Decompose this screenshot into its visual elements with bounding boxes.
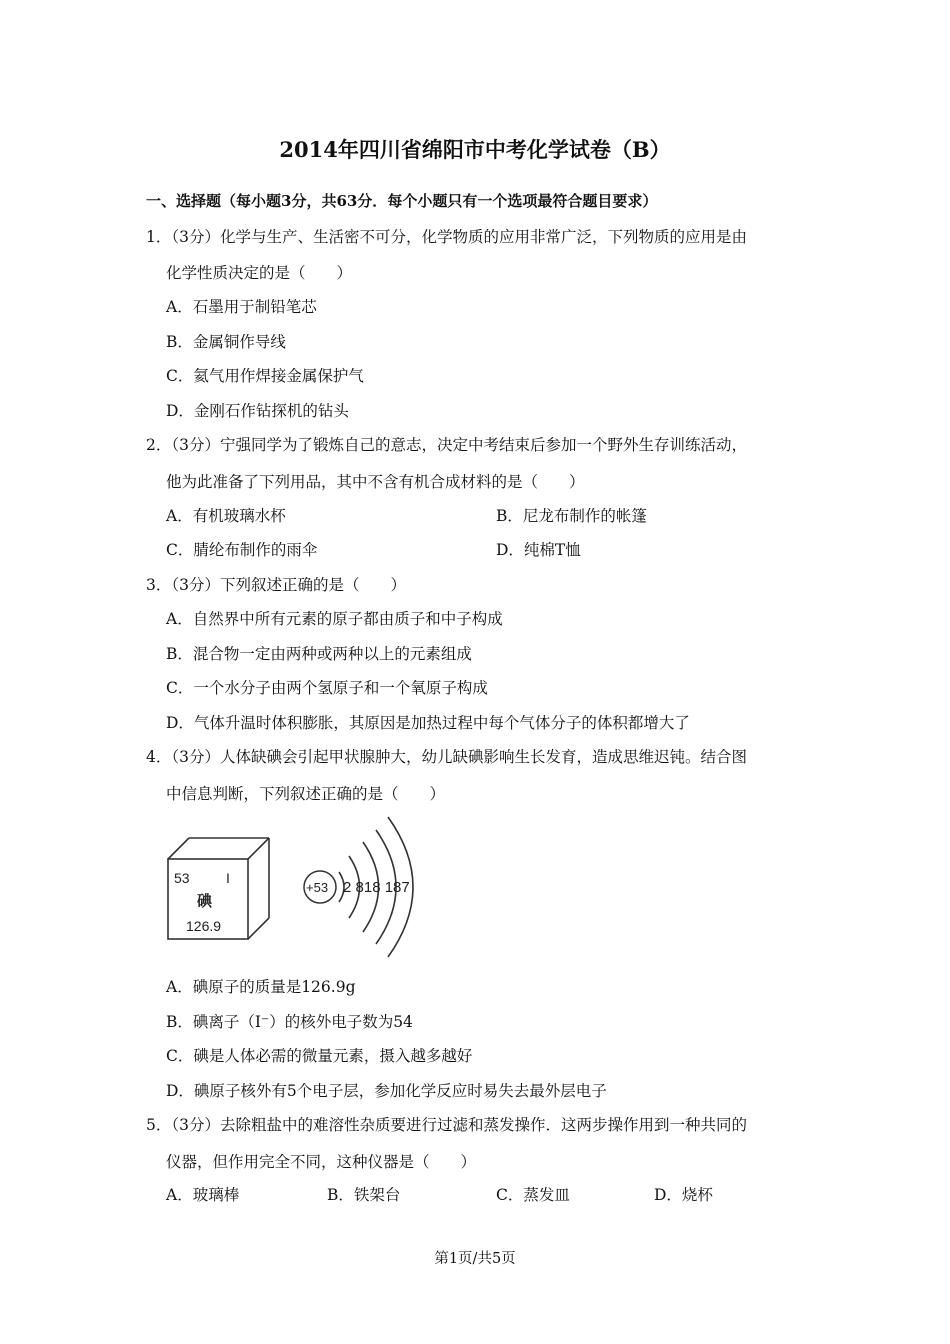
- question-2-option-a: A．有机玻璃水杯: [166, 507, 286, 525]
- question-3-option-a: A．自然界中所有元素的原子都由质子和中子构成: [166, 610, 503, 628]
- question-4-option-d: D．碘原子核外有5个电子层，参加化学反应时易失去最外层电子: [166, 1082, 607, 1100]
- question-3-option-d: D．气体升温时体积膨胀，其原因是加热过程中每个气体分子的体积都增大了: [166, 714, 690, 732]
- question-2-option-d: D．纯棉T恤: [496, 541, 581, 559]
- question-5-option-d: D．烧杯: [654, 1186, 713, 1204]
- question-4-option-b: B．碘离子（I⁻）的核外电子数为54: [166, 1013, 413, 1031]
- iodine-figure: [160, 812, 430, 962]
- question-1-option-b: B．金属铜作导线: [166, 333, 286, 351]
- question-1-stem: 1．（3分）化学与生产、生活密不可分，化学物质的应用非常广泛，下列物质的应用是由: [146, 228, 747, 246]
- element-name: 碘: [197, 893, 213, 910]
- page-footer: 第1页/共5页: [434, 1251, 516, 1267]
- question-5-stem-cont: 仪器，但作用完全不同，这种仪器是（ ）: [166, 1153, 477, 1171]
- question-3-option-b: B．混合物一定由两种或两种以上的元素组成: [166, 645, 472, 663]
- question-1-option-d: D．金刚石作钻探机的钻头: [166, 402, 349, 420]
- section-heading: 一、选择题（每小题3分，共63分．每个小题只有一个选项最符合题目要求）: [146, 192, 658, 210]
- question-5-stem: 5．（3分）去除粗盐中的难溶性杂质要进行过滤和蒸发操作．这两步操作用到一种共同的: [146, 1116, 747, 1134]
- question-4-option-a: A．碘原子的质量是126.9g: [166, 978, 356, 996]
- question-2-option-b: B．尼龙布制作的帐篷: [496, 507, 647, 525]
- question-1-stem-cont: 化学性质决定的是（ ）: [166, 264, 353, 282]
- question-5-option-c: C．蒸发皿: [496, 1186, 570, 1204]
- question-4-option-c: C．碘是人体必需的微量元素，摄入越多越好: [166, 1047, 473, 1065]
- question-2-stem-cont: 他为此准备了下列用品，其中不含有机合成材料的是（ ）: [166, 473, 585, 491]
- question-4-stem-cont: 中信息判断，下列叙述正确的是（ ）: [166, 785, 446, 803]
- question-3-stem: 3．（3分）下列叙述正确的是（ ）: [146, 576, 406, 594]
- question-2-option-c: C．腈纶布制作的雨伞: [166, 541, 318, 559]
- page-title: 2014年四川省绵阳市中考化学试卷（B）: [279, 137, 671, 162]
- atomic-mass: 126.9: [186, 918, 222, 934]
- element-symbol: I: [226, 870, 230, 886]
- shell-electron-counts: 2 818 187: [343, 879, 410, 896]
- question-2-stem: 2．（3分）宁强同学为了锻炼自己的意志，决定中考结束后参加一个野外生存训练活动，: [146, 436, 747, 454]
- question-5-option-b: B．铁架台: [327, 1186, 401, 1204]
- question-5-option-a: A．玻璃棒: [166, 1186, 240, 1204]
- question-4-stem: 4．（3分）人体缺碘会引起甲状腺肿大，幼儿缺碘影响生长发育，造成思维迟钝。结合图: [146, 748, 747, 766]
- question-1-option-c: C．氦气用作焊接金属保护气: [166, 367, 364, 385]
- question-1-option-a: A．石墨用于制铅笔芯: [166, 298, 317, 316]
- nucleus-charge: +53: [306, 880, 329, 895]
- atomic-number: 53: [174, 870, 190, 886]
- question-3-option-c: C．一个水分子由两个氢原子和一个氧原子构成: [166, 679, 488, 697]
